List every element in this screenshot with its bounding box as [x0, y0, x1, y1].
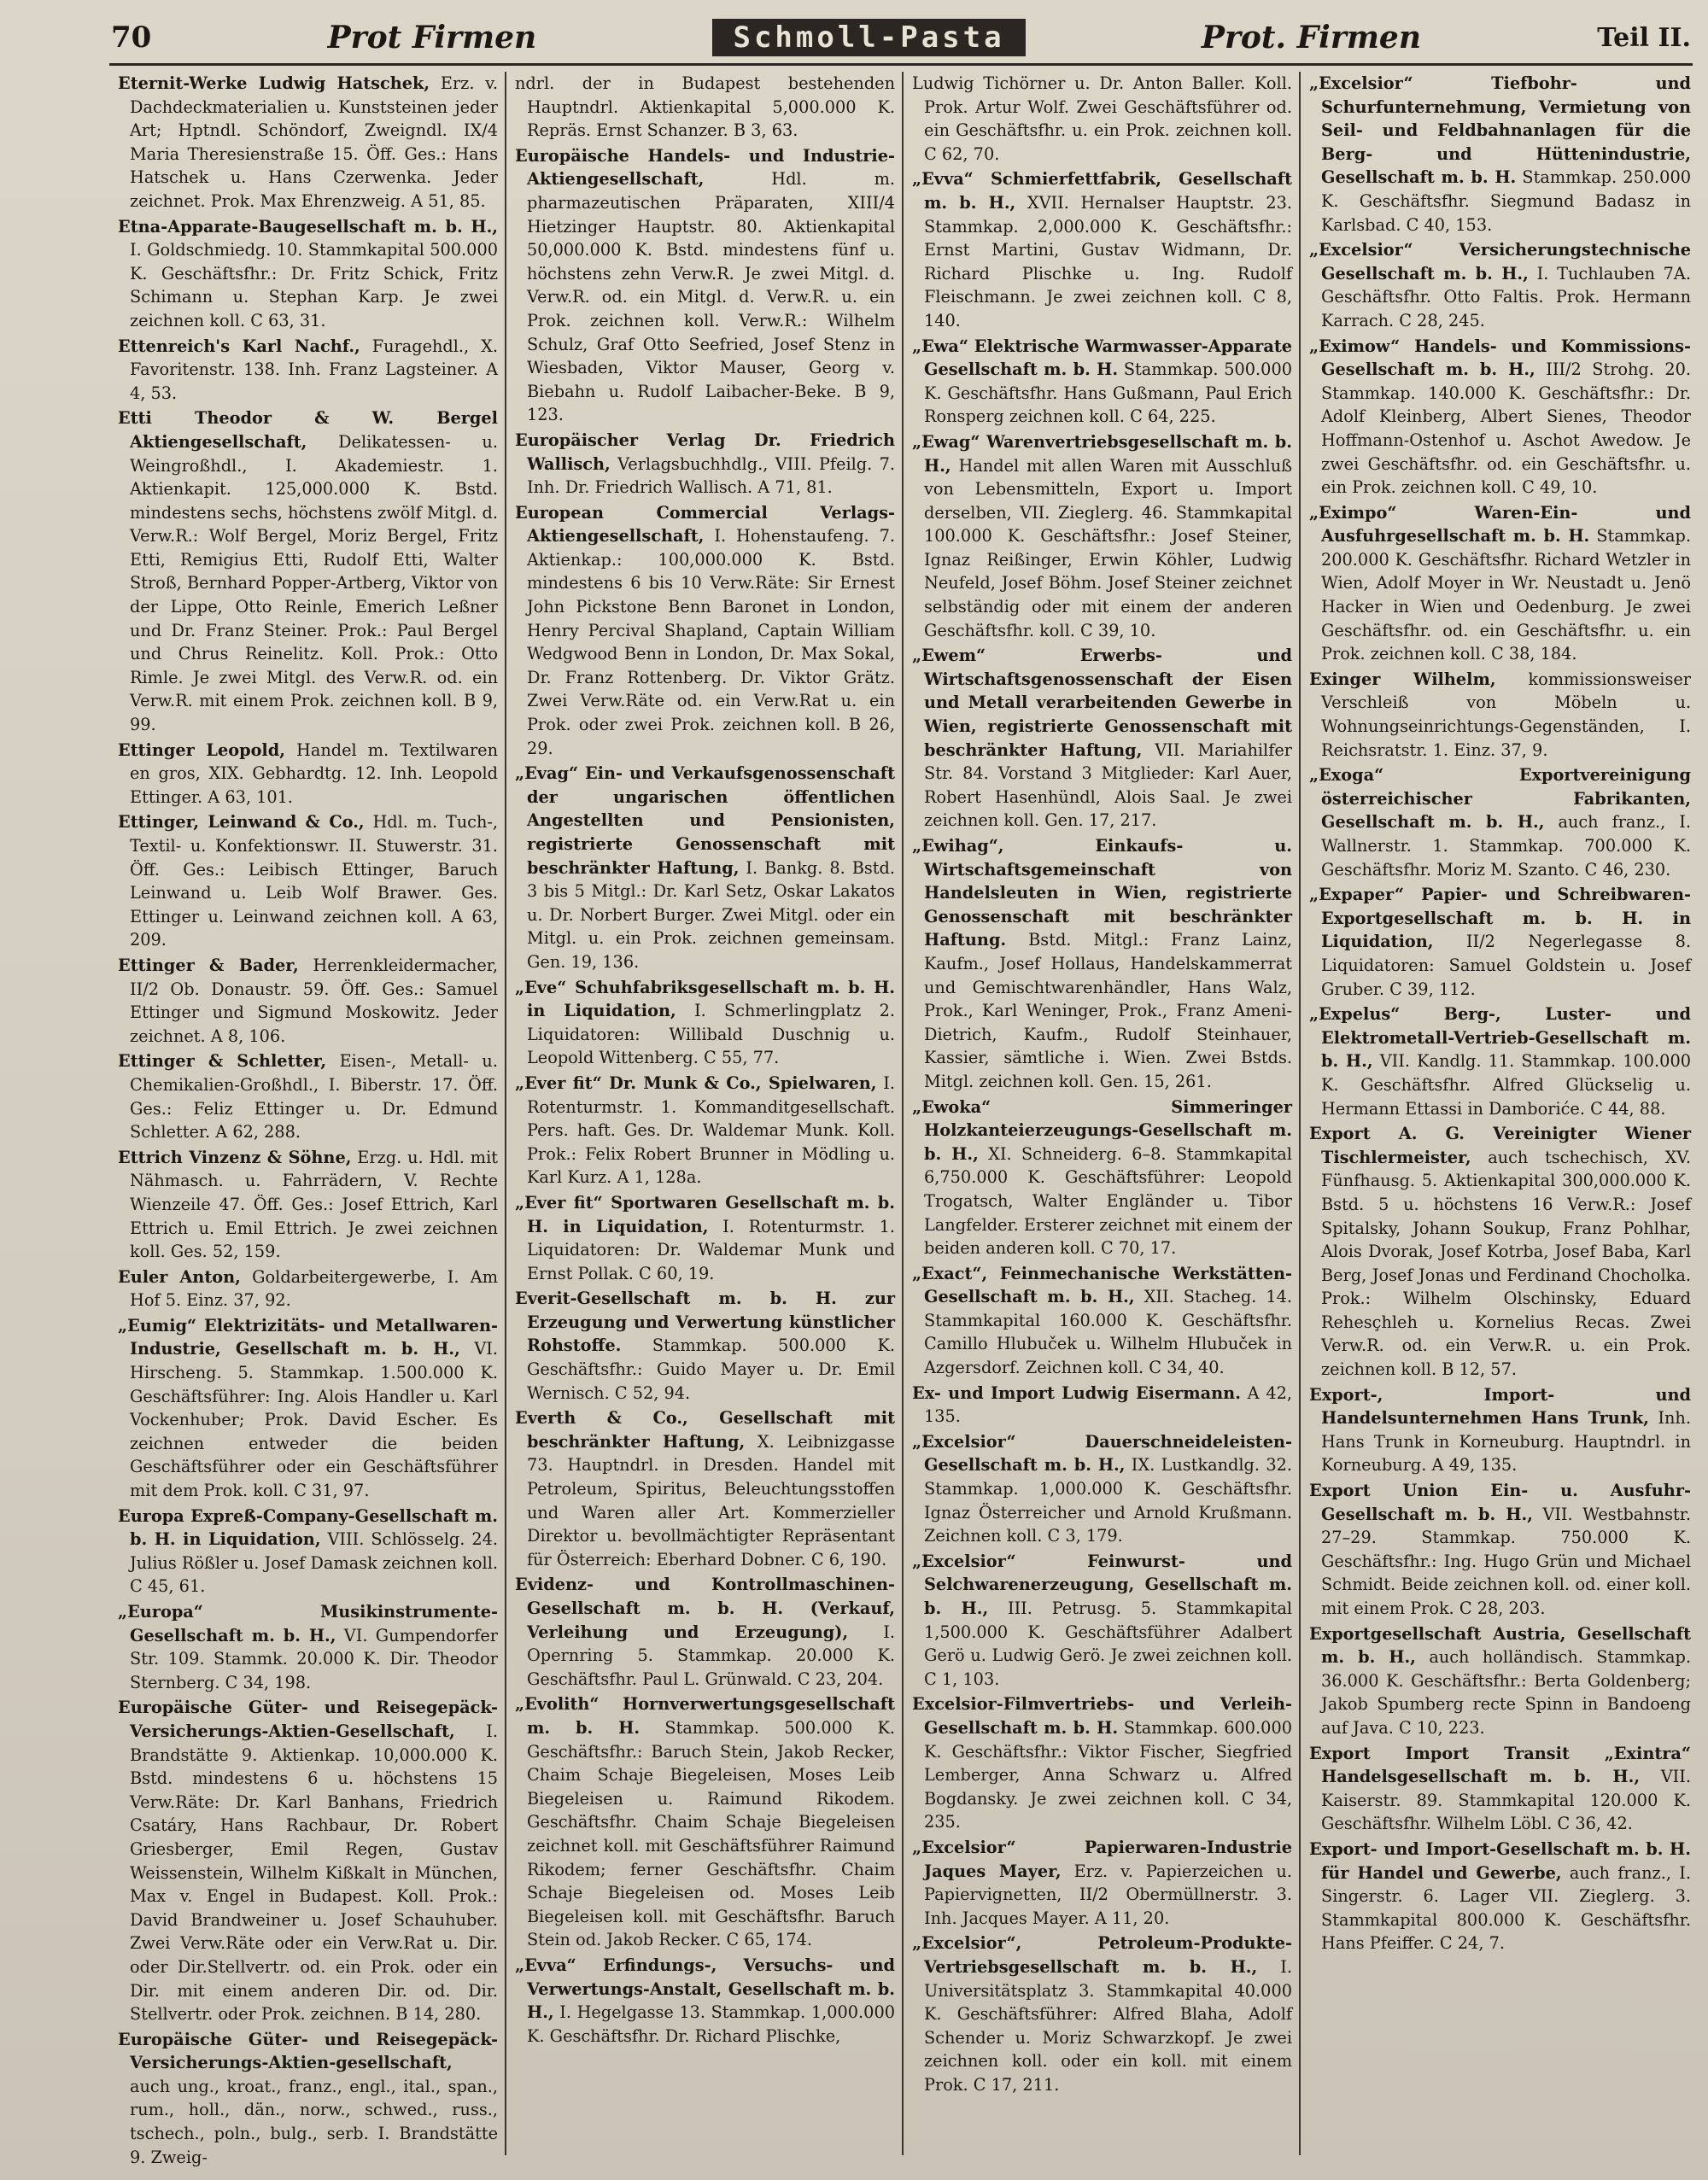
firm-details: I. Universitätsplatz 3. Stammkapital 40.000 K. Geschäftsführer: Alfred Blaha, Adolf Schender u. Moriz Schwarzkopf. Je zwei zeichnen koll. oder ein koll. mit einem Prok. C 17, 211.	[924, 1956, 1292, 2095]
directory-entry	[515, 1954, 895, 2048]
firm-name: „Ewihag“, Einkaufs- u. Wirtschaftsgemeinschaft von Handelsleuten in Wien, registrierte Genossenschaft mit beschränkter Haftung.	[912, 836, 1292, 950]
directory-entry	[1309, 763, 1691, 881]
firm-details: III/2 Strohg. 20. Stammkap. 140.000 K. Geschäftsfhr.: Dr. Adolf Kleinberg, Albert Sienes, Theodor Hoffmann-Ostenhof u. Aschot Awedow. Je zwei Geschäftsfhr. od. ein Geschäftsfhr. u. ein Prok. zeichnen koll. C 49, 10.	[1321, 359, 1691, 498]
directory-entry	[118, 1049, 498, 1143]
directory-entry	[118, 810, 498, 952]
firm-details: Ludwig Tichörner u. Dr. Anton Baller. Koll. Prok. Artur Wolf. Zwei Geschäftsführer od. ein Geschäftsfhr. u. ein Prok. zeichnen koll. C 62, 70.	[912, 73, 1292, 164]
firm-details: Erz. v. Papierzeichen u. Papiervignetten, II/2 Obermüllnerstr. 3. Inh. Jacques Mayer. A 11, 20.	[924, 1861, 1292, 1928]
firm-name: „Europa“ Musikinstrumente-Gesellschaft m. b. H.,	[118, 1602, 498, 1645]
firm-name: Ettenreich's Karl Nachf.,	[118, 336, 360, 356]
firm-name: Exinger Wilhelm,	[1309, 669, 1496, 689]
firm-details: X. Leibnizgasse 73. Hauptndrl. in Dresden. Handel mit Petroleum, Spiritus, Beleuchtungsstoffen und Waren aller Art. Kommerzieller Direktor u. bevollmächtigter Repräsentant für Österreich: Eberhard Dobner. C 6, 190.	[527, 1431, 895, 1569]
firm-details: Delikatessen- u. Weingroßhdl., I. Akademiestr. 1. Aktienkapit. 125,000.000 K. Bstd. mindestens sechs, höchstens zwölf Mitgl. d. Verw.R.: Wolf Bergel, Moriz Bergel, Fritz Etti, Remigius Etti, Rudolf Etti, Walter Stroß, Bernhard Popper-Artberg, Viktor von der Lippe, Otto Reinle, Emerich Leßner und Dr. Franz Steiner. Prok.: Paul Bergel und Chrus Reinelitz. Koll. Prok.: Otto Rimle. Je zwei Mitgl. des Verw.R. od. ein Verw.R. mit einem Prok. zeichnen koll. B 9, 99.	[130, 431, 498, 735]
firm-name: Evidenz- und Kontrollmaschinen-Gesellschaft m. b. H. (Verkauf, Verleihung und Erzeugung),	[515, 1575, 895, 1642]
firm-name: „Evva“ Erfindungs-, Versuchs- und Verwertungs-Anstalt, Gesellschaft m. b. H.,	[515, 1955, 895, 2023]
directory-entry	[1309, 1479, 1691, 1621]
directory-entry	[515, 976, 895, 1070]
entry-columns	[109, 72, 1698, 2167]
firm-details: Stammkap. 200.000 K. Geschäftsfhr. Richard Wetzler in Wien, Adolf Moyer in Wr. Neustadt u. Jenö Hacker in Wien und Oedenburg. Je zwei Geschäftsfhr. od. ein Geschäftsfhr. u. ein Prok. zeichnen koll. C 38, 184.	[1321, 526, 1691, 664]
firm-name: Europäischer Verlag Dr. Friedrich Wallisch,	[515, 430, 895, 474]
firm-details: Goldarbeitergewerbe, I. Am Hof 5. Einz. 37, 92.	[130, 1266, 498, 1311]
directory-entry	[118, 1600, 498, 1694]
firm-name: Ettrich Vinzenz & Söhne,	[118, 1147, 352, 1167]
firm-name: „Excelsior“ Dauerschneideleisten-Gesellschaft m. b. H.,	[912, 1431, 1292, 1476]
firm-details: Stammkap. 500.000 K. Geschäftsfhr.: Guido Mayer u. Dr. Emil Wernisch. C 52, 94.	[527, 1335, 895, 1403]
right-running-head: Prot. Firmen	[1201, 20, 1421, 56]
column-1	[109, 72, 506, 2167]
directory-entry	[118, 335, 498, 406]
firm-name: Export Import Transit „Exintra“ Handelsgesellschaft m. b. H.,	[1309, 1743, 1691, 1787]
firm-details: Stammkap. 500.000 K. Geschäftsfhr. Hans Gußmann, Paul Erich Ronsperg zeichnen koll. C 64, 225.	[924, 359, 1292, 427]
firm-details: auch franz., I. Wallnerstr. 1. Stammkap. 700.000 K. Geschäftsfhr. Moriz M. Szanto. C 46, 230.	[1321, 812, 1691, 880]
firm-details: Inh. Hans Trunk in Korneuburg. Hauptndrl. in Korneuburg. A 49, 135.	[1321, 1408, 1691, 1476]
firm-details: XII. Stacheg. 14. Stammkapital 160.000 K. Geschäftsfhr. Camillo Hlubuček u. Wilhelm Hlubuček in Azgersdorf. Zeichnen koll. C 34, 40.	[924, 1287, 1292, 1378]
firm-name: „Excelsior“ Tiefbohr- und Schurfunternehmung, Vermietung von Seil- und Feldbahnanlagen für die Berg- und Hüttenindustrie, Gesellschaft m. b. H.	[1309, 73, 1691, 188]
directory-entry	[118, 1314, 498, 1503]
firm-details: I. Rotenturmstr. 1. Liquidatoren: Dr. Waldemar Munk und Ernst Pollak. C 60, 19.	[527, 1216, 896, 1283]
firm-name: „Evolith“ Hornverwertungsgesellschaft m. b. H.	[515, 1694, 895, 1738]
directory-entry	[912, 1692, 1292, 1834]
firm-name: Exportgesellschaft Austria, Gesellschaft m. b. H.,	[1309, 1623, 1691, 1668]
firm-name: Export-, Import- und Handelsunternehmen Hans Trunk,	[1309, 1384, 1691, 1429]
firm-details: Furagehdl., X. Favoritenstr. 138. Inh. Franz Lagsteiner. A 4, 53.	[130, 336, 498, 403]
directory-entry	[515, 1191, 895, 1285]
page-header	[111, 15, 1691, 60]
firm-details: VI. Gumpendorfer Str. 109. Stammk. 20.000 K. Dir. Theodor Sternberg. C 34, 198.	[130, 1625, 498, 1692]
page-number: 70	[111, 20, 152, 55]
directory-entry	[118, 215, 498, 333]
firm-name: „Ewa“ Elektrische Warmwasser-Apparate Gesellschaft m. b. H.	[912, 336, 1292, 380]
firm-name: „Exoga“ Exportvereinigung österreichischer Fabrikanten, Gesellschaft m. b. H.,	[1309, 765, 1691, 833]
directory-entry	[118, 2028, 498, 2170]
directory-entry	[1309, 238, 1691, 332]
directory-entry	[118, 406, 498, 736]
firm-name: „Exact“, Feinmechanische Werkstätten-Gesellschaft m. b. H.,	[912, 1263, 1292, 1307]
directory-entry	[515, 1573, 895, 1691]
directory-entry	[1309, 1742, 1691, 1836]
directory-entry	[912, 1096, 1292, 1260]
firm-details: III. Petrusg. 5. Stammkapital 1,500.000 K. Geschäftsführer Adalbert Gerö u. Ludwig Gerö. Je zwei zeichnen koll. C 1, 103.	[924, 1598, 1292, 1689]
part-label: Teil II.	[1597, 22, 1691, 53]
directory-entry	[912, 1932, 1292, 2096]
directory-entry	[912, 1550, 1292, 1692]
directory-entry	[1309, 1838, 1691, 1955]
firm-name: „Evag“ Ein- und Verkaufsgenossenschaft der ungarischen öffentlichen Angestellten und Pensionisten, registrierte Genossenschaft mit beschränkter Haftung,	[515, 763, 895, 878]
firm-name: „Eumig“ Elektrizitäts- und Metallwaren-Industrie, Gesellschaft m. b. H.,	[118, 1315, 498, 1359]
firm-name: Eternit-Werke Ludwig Hatschek,	[118, 73, 430, 93]
firm-name: Ettinger, Leinwand & Co.,	[118, 812, 365, 833]
firm-details: I. Opernring 5. Stammkap. 20.000 K. Geschäftsfhr. Paul L. Grünwald. C 23, 204.	[527, 1622, 895, 1689]
firm-name: Etna-Apparate-Baugesellschaft m. b. H.,	[118, 216, 498, 237]
directory-entry	[912, 644, 1292, 833]
directory-entry	[912, 167, 1292, 332]
firm-name: Everit-Gesellschaft m. b. H. zur Erzeugung und Verwertung künstlicher Rohstoffe.	[515, 1289, 895, 1356]
firm-name: „Eximow“ Handels- und Kommissions-Gesellschaft m. b. H.,	[1309, 336, 1691, 380]
firm-details: auch holländisch. Stammkap. 36.000 K. Geschäftsfhr.: Berta Goldenberg; Jakob Spumberg recte Spinn in Bandoeng auf Java. C 10, 223.	[1321, 1647, 1691, 1738]
directory-entry	[118, 954, 498, 1048]
firm-details: IX. Lustkandlg. 32. Stammkap. 1,000.000 K. Geschäftsfhr. Ignaz Österreicher und Arnold Krußmann. Zeichnen koll. C 3, 179.	[924, 1455, 1293, 1546]
firm-name: „Ewem“ Erwerbs- und Wirtschaftsgenossenschaft der Eisen und Metall verarbeitenden Gewerbe in Wien, registrierte Genossenschaft mit beschränkter Haftung,	[912, 646, 1292, 760]
directory-entry	[1309, 1383, 1691, 1477]
directory-entry	[515, 762, 895, 973]
directory-entry	[912, 1836, 1292, 1930]
directory-entry	[1309, 501, 1691, 666]
directory-entry	[515, 1287, 895, 1405]
firm-details: XVII. Hernalser Hauptstr. 23. Stammkap. 2,000.000 K. Geschäftsfhr.: Ernst Martini, Gustav Widmann, Dr. Richard Plischke u. Ing. Rudolf Fleischmann. Je zwei zeichnen koll. C 8, 140.	[924, 192, 1292, 330]
firm-name: Europäische Güter- und Reisegepäck-Versicherungs-Aktien-Gesellschaft,	[118, 1698, 498, 1741]
directory-entry	[118, 1265, 498, 1312]
column-3	[904, 72, 1301, 2155]
directory-entry	[912, 834, 1292, 1094]
directory-entry	[515, 1406, 895, 1571]
directory-entry	[118, 72, 498, 213]
directory-entry	[912, 72, 1292, 166]
firm-details: Hdl. m. Tuch-, Textil- u. Konfektionswr. II. Stuwerstr. 31. Öff. Ges.: Leibisch Ettinger, Baruch Leinwand u. Leib Wolf Brawer. Ges. Ettinger u. Leinwand zeichnen koll. A 63, 209.	[130, 812, 499, 950]
firm-name: Export- und Import-Gesellschaft m. b. H. für Handel und Gewerbe,	[1309, 1838, 1691, 1883]
firm-details: I. Tuchlauben 7A. Geschäftsfhr. Otto Faltis. Prok. Hermann Karrach. C 28, 245.	[1321, 263, 1691, 330]
firm-name: „Ever fit“ Dr. Munk & Co., Spielwaren,	[515, 1072, 877, 1093]
directory-entry	[515, 429, 895, 500]
firm-name: „Excelsior“, Petroleum-Produkte-Vertriebsgesellschaft m. b. H.,	[912, 1933, 1292, 1977]
directory-entry	[912, 335, 1292, 429]
firm-details: I. Brandstätte 9. Aktienkap. 10,000.000 K. Bstd. mindestens 6 u. höchstens 15 Verw.Räte: Dr. Karl Banhans, Friedrich Csatáry, Hans Rachbaur, Dr. Robert Griesberger, Emil Regen, Gustav Weissenstein, Wilhelm Kißkalt in München, Max v. Engel in Budapest. Koll. Prok.: David Brandweiner u. Josef Schauhuber. Zwei Verw.Räte oder ein Verw.Rat u. Dir. oder Dir.Stellvertr. od. ein Prok. oder ein Dir. mit einem anderen Dir. od. Dir. Stellvertr. oder Prok. zeichnen. B 14, 280.	[130, 1721, 498, 2025]
firm-details: Herrenkleidermacher, II/2 Ob. Donaustr. 59. Öff. Ges.: Samuel Ettinger und Sigmund Moskowitz. Jeder zeichnet. A 8, 106.	[130, 955, 498, 1046]
directory-entry	[912, 1430, 1292, 1548]
firm-details: Verlagsbuchhdlg., VIII. Pfeilg. 7. Inh. Dr. Friedrich Wallisch. A 71, 81.	[527, 453, 895, 498]
directory-entry	[1309, 335, 1691, 500]
firm-name: „Ewoka“ Simmeringer Holzkanteierzeugungs-Gesellschaft m. b. H.,	[912, 1096, 1292, 1164]
header-rule	[109, 63, 1693, 66]
column-2	[506, 72, 904, 2155]
firm-name: Ettinger & Bader,	[118, 955, 299, 975]
left-running-head: Prot Firmen	[327, 20, 537, 56]
firm-name: „Excelsior“ Versicherungstechnische Gesellschaft m. b. H.,	[1309, 240, 1691, 283]
firm-details: Hdl. m. pharmazeutischen Präparaten, XIII/4 Hietzinger Hauptstr. 80. Aktienkapital 50,000.000 K. Bstd. mindestens fünf u. höchstens zehn Verw.R. Je zwei Mitgl. d. Verw.R. od. ein Mitgl. d. Verw.R. u. ein Prok. zeichnen koll. Verw.R.: Wilhelm Schulz, Graf Otto Seefried, Josef Stenz in Wiesbaden, Viktor Mauser, Georg v. Biebahn u. Rudolf Laibacher-Beke. B 9, 123.	[527, 169, 895, 425]
firm-details: I. Rotenturmstr. 1. Kommanditgesellschaft. Pers. haft. Ges. Dr. Waldemar Munk. Koll. Prok.: Felix Robert Brunner in Mödling u. Karl Kurz. A 1, 128a.	[527, 1072, 895, 1188]
directory-entry	[118, 1146, 498, 1264]
firm-name: Export A. G. Vereinigter Wiener Tischlermeister,	[1309, 1124, 1691, 1167]
firm-name: Export Union Ein- u. Ausfuhr-Gesellschaft m. b. H.,	[1309, 1481, 1691, 1524]
firm-details: auch franz., I. Singerstr. 6. Lager VII. Zieglerg. 3. Stammkapital 800.000 K. Geschäftsfhr. Hans Pfeiffer. C 24, 7.	[1321, 1862, 1691, 1954]
firm-details: auch ung., kroat., franz., engl., ital., span., rum., holl., dän., norw., schwed., russ., tschech., poln., bulg., serb. I. Brandstätte 9. Zweig-	[130, 2076, 498, 2167]
firm-details: auch tschechisch, XV. Fünfhausg. 5. Aktienkapital 300,000.000 K. Bstd. 5 u. höchstens 16 Verw.R.: Josef Spitalsky, Johann Soukup, Franz Pohlhar, Alois Dvorak, Josef Kotrba, Josef Baba, Karl Berg, Josef Jonas und Ferdinand Chocholka. Prok.: Wilhelm Olschinsky, Eduard Rehesçhleh u. Kornelius Recas. Zwei Verw.R. od. ein Verw.R. u. ein Prok. zeichnen koll. B 12, 57.	[1321, 1147, 1691, 1380]
firm-details: A 42, 135.	[924, 1382, 1293, 1427]
firm-name: „Excelsior“ Papierwaren-Industrie Jaques Mayer,	[912, 1837, 1292, 1881]
firm-details: I. Hegelgasse 13. Stammkap. 1,000.000 K. Geschäftsfhr. Dr. Richard Plischke,	[527, 2002, 895, 2046]
firm-details: Stammkap. 500.000 K. Geschäftsfhr.: Baruch Stein, Jakob Recker, Chaim Schaje Biegeleisen, Moses Leib Biegeleisen u. Raimund Rikodem. Geschäftsfhr. Chaim Schaje Biegeleisen zeichnet koll. mit Geschäftsführer Raimund Rikodem; ferner Geschäftsfhr. Chaim Schaje Biegeleisen od. Moses Leib Biegeleisen koll. mit Geschäftsfhr. Baruch Stein od. Jakob Recker. C 65, 174.	[527, 1717, 895, 1950]
firm-name: Excelsior-Filmvertriebs- und Verleih-Gesellschaft m. b. H.	[912, 1694, 1292, 1738]
firm-name: Europa Expreß-Company-Gesellschaft m. b. H. in Liquidation,	[118, 1505, 498, 1550]
firm-details: Bstd. Mitgl.: Franz Lainz, Kaufm., Josef Hollaus, Handelskammerrat und Gemischtwarenhändler, Hans Walz, Prok., Karl Weninger, Prok., Franz Ameni-Dietrich, Kaufm., Rudolf Steinhauer, Kassier, sämtliche i. Wien. Zwei Bstds. Mitgl. zeichnen koll. Gen. 15, 261.	[924, 930, 1292, 1091]
firm-name: „Eximpo“ Waren-Ein- und Ausfuhrgesellschaft m. b. H.	[1309, 502, 1691, 546]
firm-details: VI. Hirscheng. 5. Stammkap. 1.500.000 K. Geschäftsführer: Ing. Alois Handler u. Karl Vockenhuber; Prok. David Escher. Es zeichnen entweder die beiden Geschäftsführer oder ein Geschäftsführer mit dem Prok. koll. C 31, 97.	[130, 1339, 498, 1501]
firm-details: I. Bankg. 8. Bstd. 3 bis 5 Mitgl.: Dr. Karl Setz, Oskar Lakatos u. Dr. Norbert Burger. Zwei Mitgl. oder ein Mitgl. u. ein Prok. zeichnen gemeinsam. Gen. 19, 136.	[527, 857, 895, 972]
firm-details: Stammkap. 250.000 K. Geschäftsfhr. Siegmund Badasz in Karlsbad. C 40, 153.	[1321, 167, 1691, 235]
firm-details: VII. Westbahnstr. 27–29. Stammkap. 750.000 K. Geschäftsfhr.: Ing. Hugo Grün und Michael Schmidt. Beide zeichnen koll. od. einer koll. mit einem Prok. C 28, 203.	[1321, 1504, 1691, 1618]
directory-entry	[1309, 72, 1691, 237]
directory-entry	[1309, 1002, 1691, 1120]
directory-entry	[912, 430, 1292, 642]
firm-details: VII. Mariahilfer Str. 84. Vorstand 3 Mitglieder: Karl Auer, Robert Hasenhündl, Alois Saal. Je zwei zeichnen koll. Gen. 17, 217.	[924, 739, 1292, 831]
firm-name: „Expaper“ Papier- und Schreibwaren-Exportgesellschaft m. b. H. in Liquidation,	[1309, 885, 1691, 952]
firm-details: Eisen-, Metall- u. Chemikalien-Großhdl., I. Biberstr. 17. Öff. Ges.: Feliz Ettinger u. Dr. Edmund Schletter. A 62, 288.	[130, 1051, 498, 1143]
firm-name: Europäische Güter- und Reisegepäck-Versicherungs-Aktien-gesellschaft,	[118, 2029, 498, 2073]
firm-name: Etti Theodor & W. Bergel Aktiengesellschaft,	[118, 408, 498, 452]
firm-name: „Ewag“ Warenvertriebsgesellschaft m. b. H.,	[912, 431, 1292, 476]
firm-details: I. Hohenstaufeng. 7. Aktienkap.: 100,000.000 K. Bstd. mindestens 6 bis 10 Verw.Räte: Sir Ernest John Pickstone Benn Baronet in London, Henry Percival Shapland, Captain William Wedgwood Benn in London, Dr. Max Sokal, Dr. Franz Rottenberg. Dr. Viktor Grätz. Zwei Verw.Räte od. ein Verw.Rat u. ein Prok. oder zwei Prok. zeichnen koll. B 26, 29.	[527, 526, 895, 758]
firm-details: ndrl. der in Budapest bestehenden Hauptndrl. Aktienkapital 5,000.000 K. Repräs. Ernst Schanzer. B 3, 63.	[515, 73, 895, 141]
directory-entry	[515, 72, 895, 143]
firm-details: Stammkap. 600.000 K. Geschäftsfhr.: Viktor Fischer, Siegfried Lemberger, Anna Schwarz u. Alfred Bogdansky. Je zwei zeichnen koll. C 34, 235.	[924, 1717, 1292, 1832]
advertisement-banner: Schmoll-Pasta	[712, 19, 1025, 56]
firm-name: „Ever fit“ Sportwaren Gesellschaft m. b. H. in Liquidation,	[515, 1192, 895, 1236]
firm-name: Europäische Handels- und Industrie-Aktiengesellschaft,	[515, 145, 895, 190]
directory-entry	[1309, 668, 1691, 762]
directory-entry	[1309, 883, 1691, 1001]
directory-entry	[515, 1692, 895, 1952]
firm-details: VII. Kaiserstr. 89. Stammkapital 120.000 K. Geschäftsfhr. Wilhelm Löbl. C 36, 42.	[1321, 1767, 1692, 1834]
firm-name: Euler Anton,	[118, 1266, 241, 1287]
firm-name: „Expelus“ Berg-, Luster- und Elektrometall-Vertrieb-Gesellschaft m. b. H.,	[1309, 1004, 1691, 1072]
firm-name: Ex- und Import Ludwig Eisermann.	[912, 1382, 1241, 1403]
firm-name: „Evva“ Schmierfettfabrik, Gesellschaft m. b. H.,	[912, 169, 1292, 213]
directory-entry	[118, 1505, 498, 1598]
firm-name: „Eve“ Schuhfabriksgesellschaft m. b. H. in Liquidation,	[515, 977, 895, 1021]
firm-details: Handel m. Textilwaren en gros, XIX. Gebhardtg. 12. Inh. Leopold Ettinger. A 63, 101.	[130, 739, 498, 807]
firm-details: II/2 Negerlegasse 8. Liquidatoren: Samuel Goldstein u. Josef Gruber. C 39, 112.	[1321, 932, 1691, 999]
directory-entry	[912, 1262, 1292, 1380]
directory-entry	[118, 1696, 498, 2025]
firm-details: Erzg. u. Hdl. mit Nähmasch. u. Fahrrädern, V. Rechte Wienzeile 47. Öff. Ges.: Josef Ettrich, Karl Ettrich u. Emil Ettrich. Je zwei zeichnen koll. Ges. 52, 159.	[130, 1147, 498, 1262]
directory-entry	[515, 144, 895, 427]
column-4	[1301, 72, 1698, 2155]
firm-name: „Excelsior“ Feinwurst- und Selchwarenerzeugung, Gesellschaft m. b. H.,	[912, 1551, 1292, 1618]
directory-entry	[118, 739, 498, 809]
firm-details: I. Schmerlingplatz 2. Liquidatoren: Willibald Duschnig u. Leopold Wittenberg. C 55, 77.	[527, 1001, 895, 1068]
firm-details: kommissionsweiser Verschleiß von Möbeln u. Wohnungseinrichtungs-Gegenständen, I. Reichsratstr. 1. Einz. 37, 9.	[1321, 669, 1691, 760]
firm-details: VIII. Schlösselg. 24. Julius Rößler u. Josef Damask zeichnen koll. C 45, 61.	[130, 1529, 498, 1597]
directory-entry	[1309, 1122, 1691, 1382]
firm-details: I. Goldschmiedg. 10. Stammkapital 500.000 K. Geschäftsfhr.: Dr. Fritz Schick, Fritz Schimann u. Stephan Karp. Je zwei zeichnen koll. C 63, 31.	[130, 240, 498, 330]
directory-entry	[912, 1382, 1292, 1429]
firm-name: European Commercial Verlags-Aktiengesellschaft,	[515, 502, 895, 546]
directory-entry	[1309, 1622, 1691, 1740]
firm-details: XI. Schneiderg. 6–8. Stammkapital 6,750.000 K. Geschäftsführer: Leopold Trogatsch, Walter Engländer u. Tibor Langfelder. Ersterer zeichnet mit einem der beiden anderen koll. C 70, 17.	[924, 1143, 1292, 1259]
directory-entry	[515, 501, 895, 761]
firm-name: Ettinger Leopold,	[118, 739, 285, 760]
firm-details: Handel mit allen Waren mit Ausschluß von Lebensmitteln, Export u. Import derselben, VII. Zieglerg. 46. Stammkapital 100.000 K. Geschäftsfhr.: Josef Steiner, Ignaz Reißinger, Erwin Köhler, Ludwig Neufeld, Josef Böhm. Josef Steiner zeichnet selbständig oder mit einem der anderen Geschäftsfhr. koll. C 39, 10.	[924, 455, 1292, 640]
firm-details: Erz. v. Dachdeckmaterialien u. Kunststeinen jeder Art; Hptndl. Schöndorf, Zweigndl. IX/4 Maria Theresienstraße 15. Öff. Ges.: Hans Hatschek u. Hans Czerwenka. Jeder zeichnet. Prok. Max Ehrenzweig. A 51, 85.	[130, 73, 498, 211]
directory-entry	[515, 1072, 895, 1189]
firm-name: Ettinger & Schletter,	[118, 1051, 327, 1072]
firm-name: Everth & Co., Gesellschaft mit beschränkter Haftung,	[515, 1408, 895, 1452]
firm-details: VII. Kandlg. 11. Stammkap. 100.000 K. Geschäftsfhr. Alfred Glückselig u. Hermann Ettassi in Damboriće. C 44, 88.	[1321, 1051, 1691, 1119]
